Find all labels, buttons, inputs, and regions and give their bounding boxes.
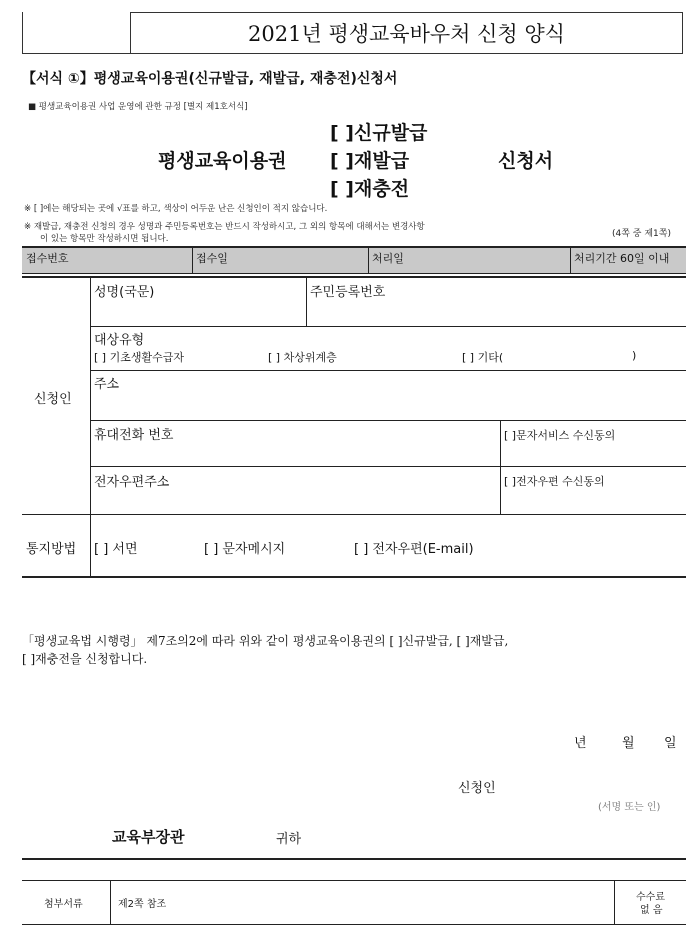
type-other-checkbox[interactable]: [ ] 기타( — [462, 351, 504, 364]
fee-value: 없 음 — [640, 905, 663, 916]
page-title — [130, 12, 683, 54]
receipt-no-label: 접수번호 — [26, 252, 69, 265]
sms-consent-checkbox[interactable]: [ ]문자서비스 수신동의 — [504, 429, 616, 442]
option-new[interactable]: [ ]신규발급 — [330, 122, 428, 144]
recipient-honorific: 귀하 — [276, 832, 302, 847]
notify-sms-checkbox[interactable]: [ ] 문자메시지 — [204, 542, 286, 557]
address-label: 주소 — [94, 377, 120, 392]
statement-line-1: 「평생교육법 시행령」 제7조의2에 따라 위와 같이 평생교육이용권의 [ ]신규발급, [ ]재발급, — [22, 634, 509, 648]
notify-method-label: 통지방법 — [26, 542, 77, 557]
target-type-label: 대상유형 — [94, 333, 145, 348]
option-reissue[interactable]: [ ]재발급 — [330, 150, 410, 172]
phone-label: 휴대전화 번호 — [94, 428, 174, 443]
page-title-text: 2021년 평생교육바우처 신청 양식 — [248, 22, 565, 46]
address-field[interactable] — [94, 392, 682, 416]
statement-line-2: [ ]재충전을 신청합니다. — [22, 652, 148, 666]
processed-date-label: 처리일 — [372, 252, 404, 265]
notify-email-checkbox[interactable]: [ ] 전자우편(E-mail) — [354, 542, 474, 557]
signature-applicant-label: 신청인 — [458, 781, 496, 796]
date-day: 일 — [664, 736, 677, 751]
fee-label: 수수료 — [636, 892, 665, 903]
phone-field[interactable] — [94, 444, 494, 464]
option-recharge[interactable]: [ ]재충전 — [330, 178, 410, 200]
applicant-section-label: 신청인 — [34, 392, 72, 407]
note-1: ※ [ ]에는 해당되는 곳에 √표를 하고, 색상이 어두운 난은 신청인이 적지 않습니다. — [24, 204, 328, 214]
header-stamp-box — [22, 12, 130, 54]
recipient-name: 교육부장관 — [112, 828, 185, 846]
main-title-left: 평생교육이용권 — [158, 150, 287, 172]
regulation-text: ■ 평생교육이용권 사업 운영에 관한 규정 [별지 제1호서식] — [28, 102, 248, 112]
signature-hint: (서명 또는 인) — [598, 802, 661, 813]
notify-paper-checkbox[interactable]: [ ] 서면 — [94, 542, 138, 557]
email-field[interactable] — [94, 490, 494, 510]
note-2: ※ 재발급, 재충전 신청의 경우 성명과 주민등록번호는 반드시 작성하시고, 그 외의 항목에 대해서는 변경사항 — [24, 222, 425, 232]
type-near-poor-checkbox[interactable]: [ ] 차상위계층 — [268, 351, 337, 364]
name-label: 성명(국문) — [94, 285, 155, 300]
attachments-value: 제2쪽 참조 — [118, 899, 167, 910]
main-title-right: 신청서 — [498, 150, 554, 172]
email-label: 전자우편주소 — [94, 475, 170, 490]
receipt-date-label: 접수일 — [196, 252, 228, 265]
note-3: 이 있는 항목만 작성하시면 됩니다. — [40, 234, 169, 244]
email-consent-checkbox[interactable]: [ ]전자우편 수신동의 — [504, 475, 605, 488]
form-label: 【서식 ①】평생교육이용권(신규발급, 재발급, 재충전)신청서 — [22, 71, 398, 87]
page-info: (4쪽 중 제1쪽) — [612, 229, 671, 239]
name-field[interactable] — [94, 298, 299, 322]
attachments-label: 첨부서류 — [44, 899, 83, 910]
date-year: 년 — [574, 736, 587, 751]
resident-id-field[interactable] — [312, 298, 682, 322]
date-month: 월 — [622, 736, 635, 751]
resident-id-label: 주민등록번호 — [310, 285, 386, 300]
processing-period-label: 처리기간 60일 이내 — [574, 252, 670, 265]
type-other-close: ) — [632, 349, 637, 362]
type-basic-checkbox[interactable]: [ ] 기초생활수급자 — [94, 351, 184, 364]
